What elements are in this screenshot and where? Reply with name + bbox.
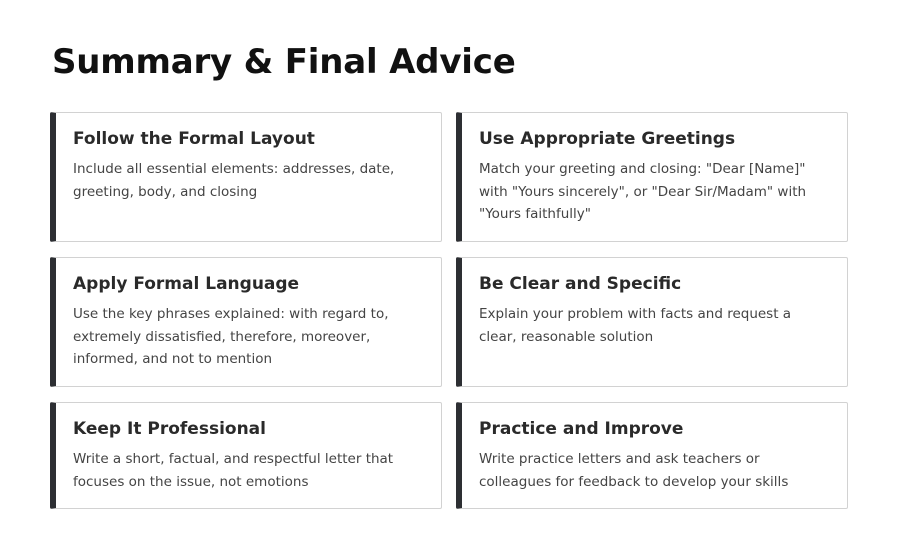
card-description: Write practice letters and ask teachers or colleagues for feedback to develop your skills xyxy=(479,451,789,490)
page-title: Summary & Final Advice xyxy=(52,42,516,82)
advice-card-professional xyxy=(50,402,442,509)
card-description: Match your greeting and closing: "Dear [Name]" with "Yours sincerely", or "Dear Sir/Madam" with "Yours faithfully" xyxy=(479,161,807,222)
advice-card-grid xyxy=(50,112,848,509)
card-description: Write a short, factual, and respectful letter that focuses on the issue, not emotions xyxy=(73,451,394,490)
card-description: Use the key phrases explained: with regard to, extremely dissatisfied, therefore, moreover, informed, and not to mention xyxy=(73,306,389,367)
advice-card-clear-specific xyxy=(456,257,848,387)
card-title: Apply Formal Language xyxy=(73,274,300,294)
card-description: Include all essential elements: addresses, date, greeting, body, and closing xyxy=(73,161,395,200)
advice-card-formal-layout xyxy=(50,112,442,242)
advice-card-greetings xyxy=(456,112,848,242)
card-title: Be Clear and Specific xyxy=(479,274,682,294)
card-title: Follow the Formal Layout xyxy=(73,129,315,149)
card-title: Keep It Professional xyxy=(73,419,266,439)
card-title: Use Appropriate Greetings xyxy=(479,129,736,149)
card-title: Practice and Improve xyxy=(479,419,684,439)
card-description: Explain your problem with facts and request a clear, reasonable solution xyxy=(479,306,792,345)
advice-card-formal-language xyxy=(50,257,442,387)
advice-card-practice xyxy=(456,402,848,509)
